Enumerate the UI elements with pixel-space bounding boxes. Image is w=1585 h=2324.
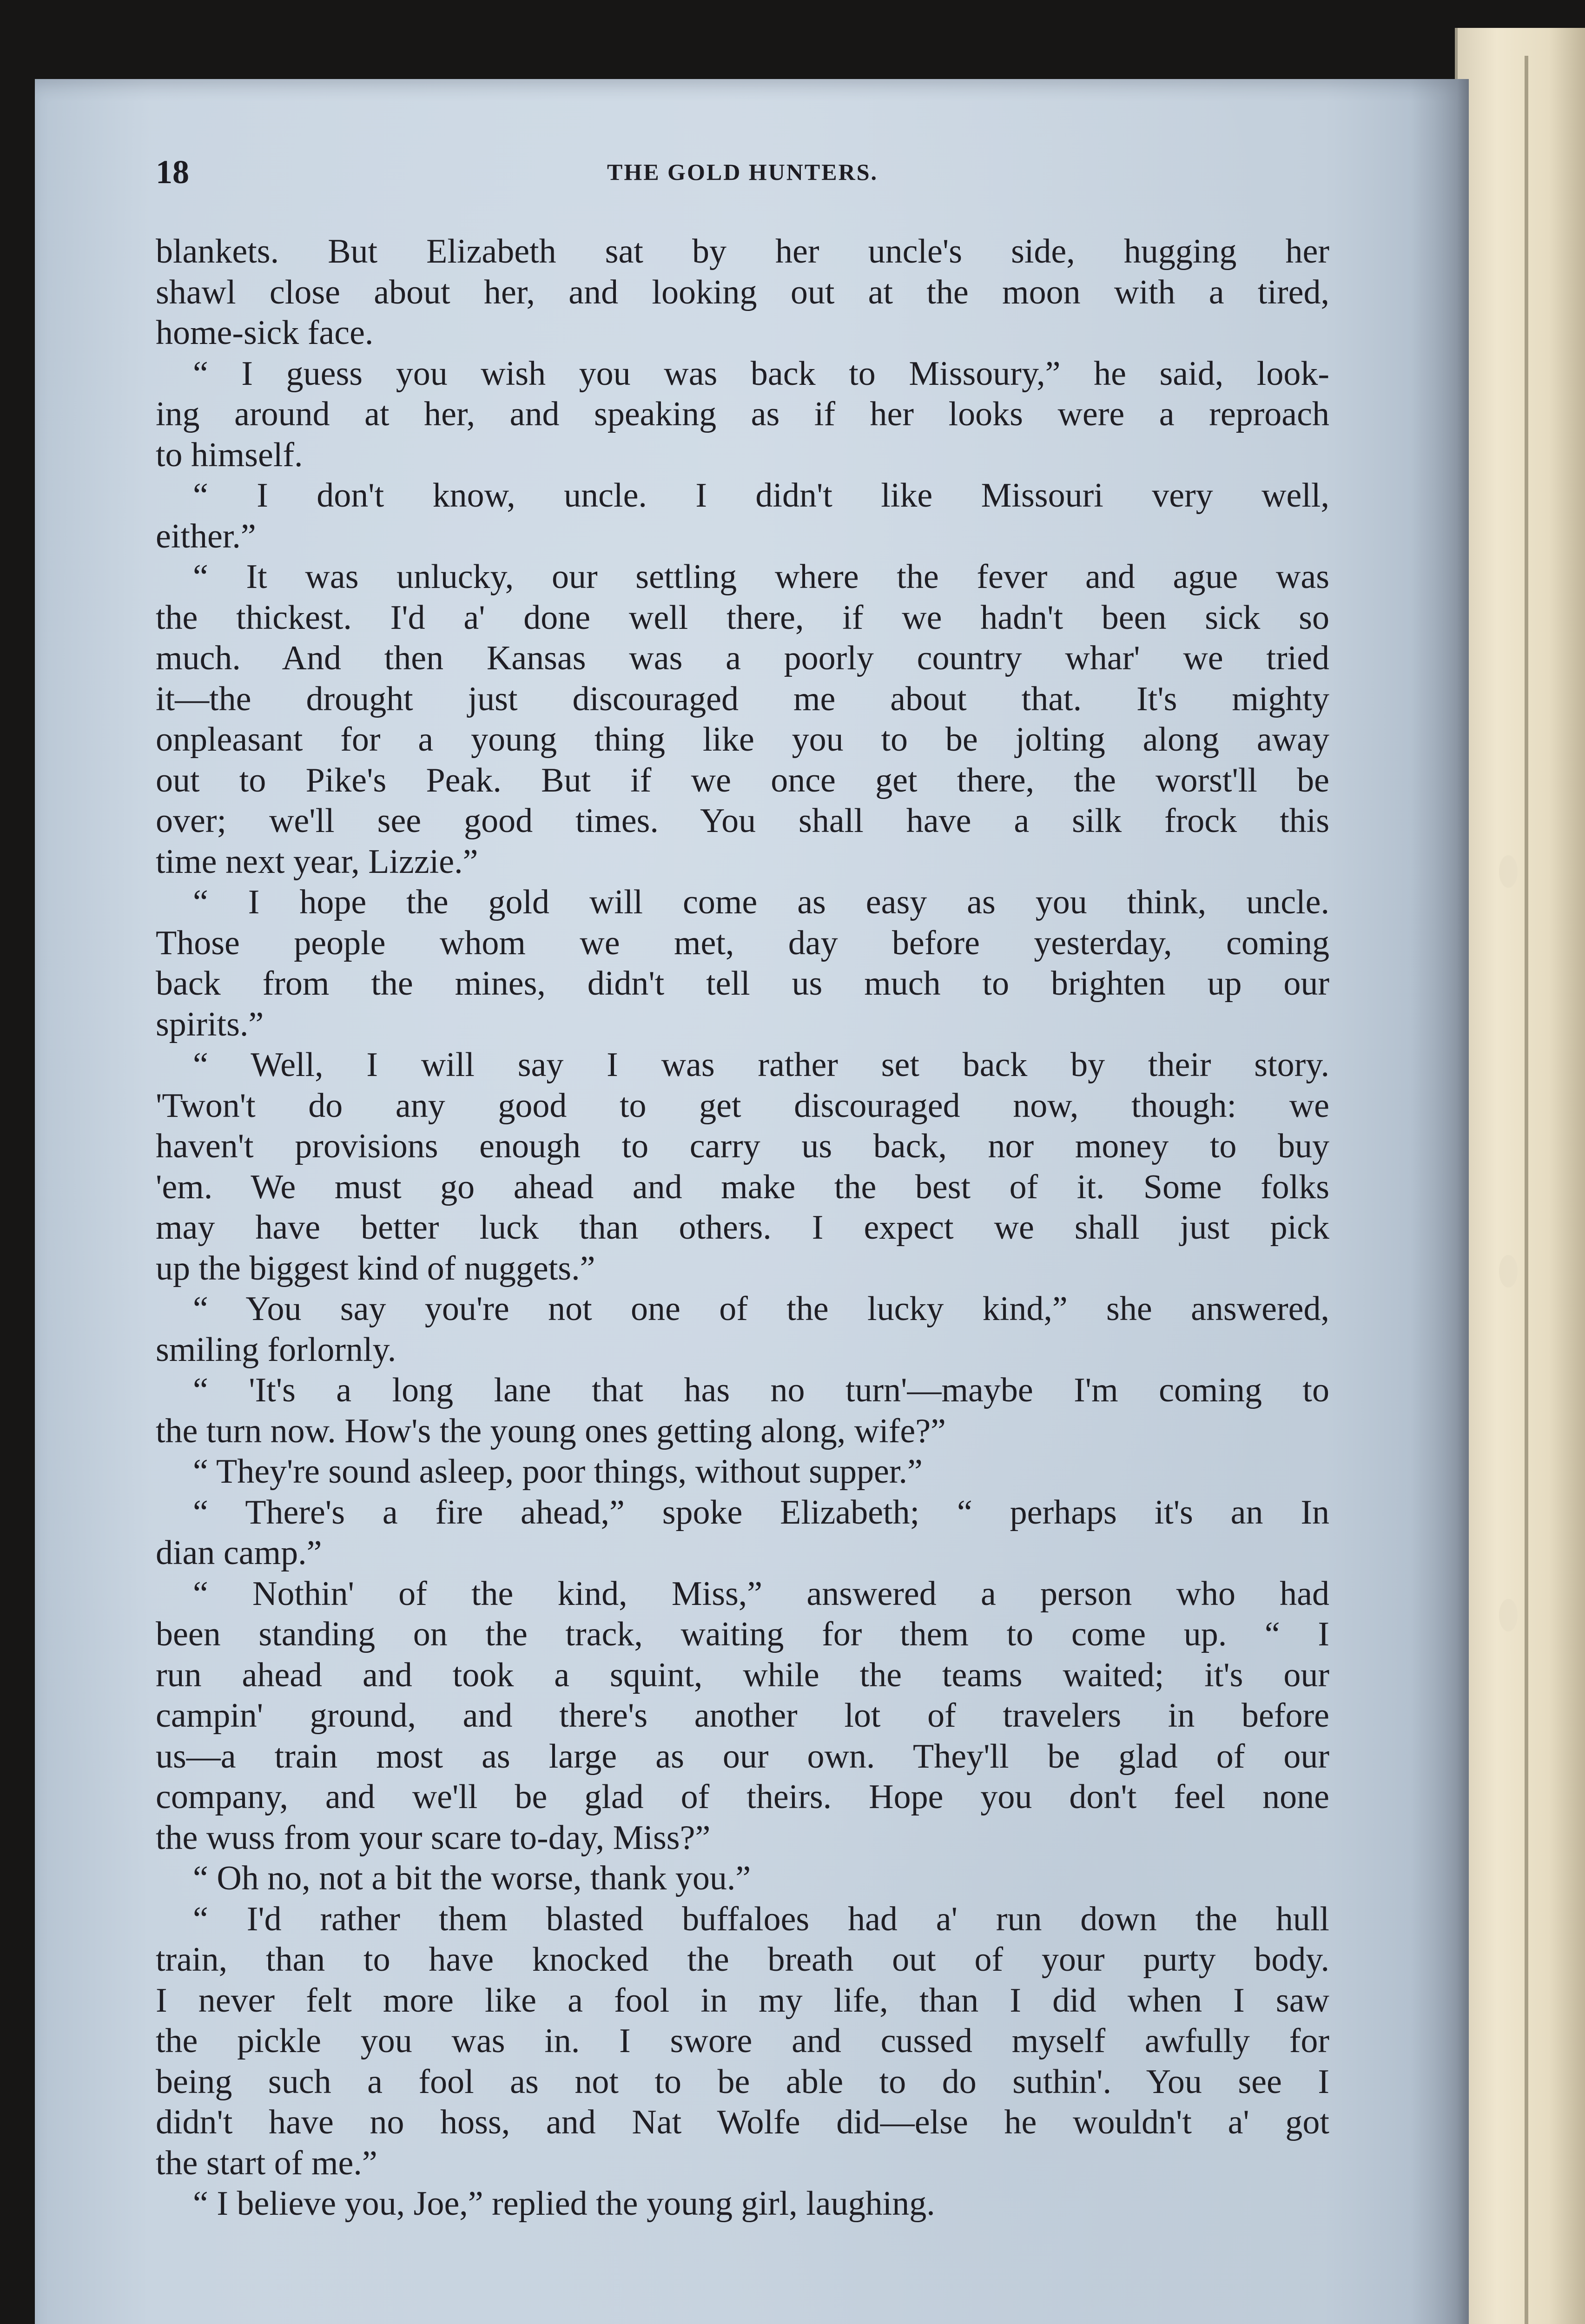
text-line: “ There's a fire ahead,” spoke Elizabeth; “ perhaps it's an In <box>193 1493 1329 1532</box>
text-line: “ 'It's a long lane that has no turn'—maybe I'm coming to <box>193 1371 1329 1409</box>
text-line: “ I don't know, uncle. I didn't like Missouri very well, <box>193 476 1329 515</box>
facing-page-edge <box>1455 28 1585 2324</box>
text-line: dian camp.” <box>156 1534 322 1572</box>
text-line: Those people whom we met, day before yesterday, coming <box>156 924 1329 962</box>
text-line: run ahead and took a squint, while the teams waited; it's our <box>156 1656 1329 1694</box>
text-line: “ I'd rather them blasted buffaloes had a' run down the hull <box>193 1900 1329 1938</box>
text-line: company, and we'll be glad of theirs. Hope you don't feel none <box>156 1778 1329 1816</box>
text-line: shawl close about her, and looking out at the moon with a tired, <box>156 273 1329 311</box>
text-line: “ You say you're not one of the lucky kind,” she answered, <box>193 1290 1329 1328</box>
text-line: “ I believe you, Joe,” replied the young girl, laughing. <box>193 2185 935 2223</box>
text-line: I never felt more like a fool in my life, than I did when I saw <box>156 1981 1329 2020</box>
text-line: the start of me.” <box>156 2144 377 2182</box>
text-line: campin' ground, and there's another lot of travelers in before <box>156 1697 1329 1735</box>
text-line: over; we'll see good times. You shall have a silk frock this <box>156 802 1329 840</box>
page-edge-line <box>1525 56 1528 2324</box>
paper-nick <box>1499 855 1518 888</box>
page-number: 18 <box>156 153 189 191</box>
text-line: didn't have no hoss, and Nat Wolfe did—else he wouldn't a' got <box>156 2103 1329 2141</box>
text-line: ing around at her, and speaking as if her looks were a reproach <box>156 395 1329 433</box>
text-line: time next year, Lizzie.” <box>156 842 478 881</box>
text-line: home-sick face. <box>156 314 374 352</box>
text-line: spirits.” <box>156 1005 264 1043</box>
text-line: 'Twon't do any good to get discouraged now, though: we <box>156 1086 1329 1125</box>
text-line: the wuss from your scare to-day, Miss?” <box>156 1818 711 1857</box>
text-line: train, than to have knocked the breath out of your purty body. <box>156 1941 1329 1979</box>
text-line: “ Oh no, not a bit the worse, thank you.” <box>193 1859 751 1897</box>
text-line: “ I hope the gold will come as easy as you think, uncle. <box>193 883 1329 921</box>
running-title: THE GOLD HUNTERS. <box>607 159 878 185</box>
page-header <box>156 149 1329 195</box>
text-line: 'em. We must go ahead and make the best of it. Some folks <box>156 1168 1329 1206</box>
text-line: back from the mines, didn't tell us much to brighten up our <box>156 964 1329 1003</box>
text-line: “ Well, I will say I was rather set back by their story. <box>193 1046 1329 1084</box>
text-line: us—a train most as large as our own. They'll be glad of our <box>156 1737 1329 1776</box>
text-line: the turn now. How's the young ones getting along, wife?” <box>156 1412 946 1450</box>
text-line: being such a fool as not to be able to do suthin'. You see I <box>156 2062 1329 2101</box>
paper-nick <box>1499 1599 1518 1631</box>
body-text <box>156 231 1329 2225</box>
paper-nick <box>1499 1255 1518 1287</box>
text-line: been standing on the track, waiting for them to come up. “ I <box>156 1615 1329 1653</box>
text-line: smiling forlornly. <box>156 1330 396 1369</box>
text-line: the thickest. I'd a' done well there, if we hadn't been sick so <box>156 598 1329 637</box>
text-line: may have better luck than others. I expect we shall just pick <box>156 1208 1329 1247</box>
text-line: “ I guess you wish you was back to Missoury,” he said, look- <box>193 354 1329 393</box>
text-line: to himself. <box>156 436 303 474</box>
page-fold-shadow <box>1411 79 1469 2324</box>
text-line: the pickle you was in. I swore and cussed myself awfully for <box>156 2022 1329 2060</box>
text-line: “ It was unlucky, our settling where the fever and ague was <box>193 558 1329 596</box>
text-line: “ They're sound asleep, poor things, without supper.” <box>193 1452 923 1491</box>
text-line: much. And then Kansas was a poorly country whar' we tried <box>156 639 1329 677</box>
text-line: onpleasant for a young thing like you to be jolting along away <box>156 720 1329 759</box>
text-line: out to Pike's Peak. But if we once get there, the worst'll be <box>156 761 1329 799</box>
text-line: it—the drought just discouraged me about that. It's mighty <box>156 680 1329 718</box>
text-line: either.” <box>156 517 256 555</box>
text-line: “ Nothin' of the kind, Miss,” answered a person who had <box>193 1574 1329 1613</box>
text-line: blankets. But Elizabeth sat by her uncle's side, hugging her <box>156 232 1329 271</box>
text-line: up the biggest kind of nuggets.” <box>156 1249 595 1287</box>
text-line: haven't provisions enough to carry us back, nor money to buy <box>156 1127 1329 1165</box>
